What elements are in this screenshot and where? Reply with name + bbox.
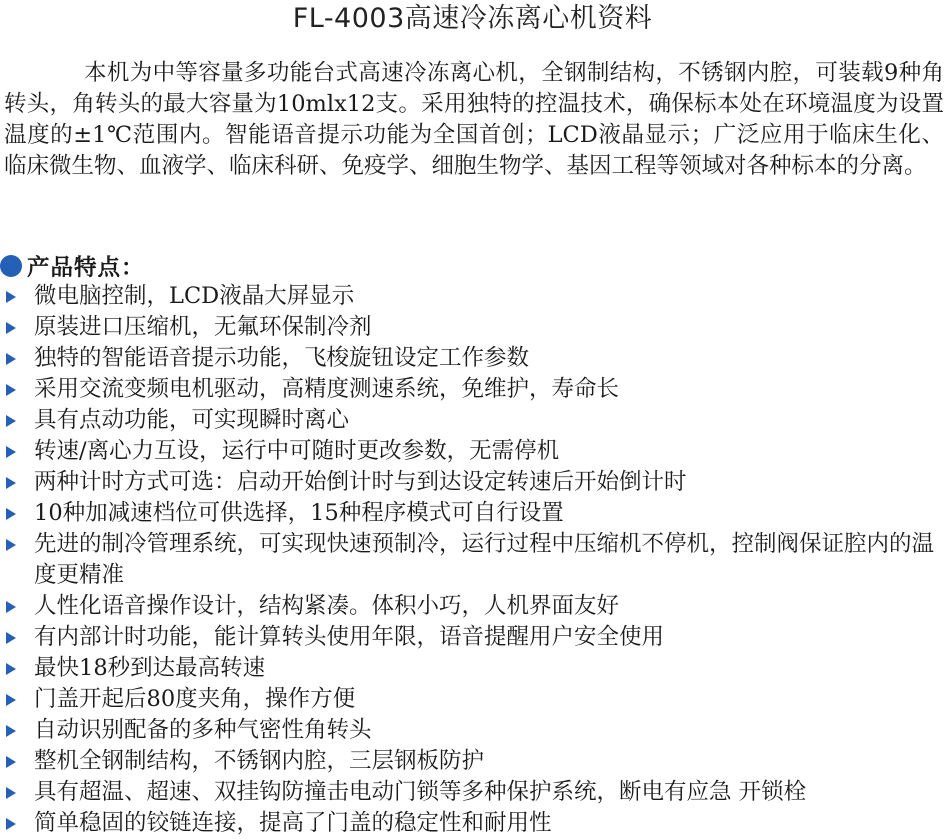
feature-text: 人性化语音操作设计，结构紧凑。体积小巧，人机界面友好 <box>34 593 620 619</box>
list-item <box>0 808 945 839</box>
blue-triangle-icon <box>6 446 16 458</box>
feature-text: 独特的智能语音提示功能，飞梭旋钮设定工作参数 <box>34 345 530 371</box>
feature-text: 具有超温、超速、双挂钩防撞击电动门锁等多种保护系统，断电有应急 开锁栓 <box>34 779 807 805</box>
feature-text: 简单稳固的铰链连接，提高了门盖的稳定性和耐用性 <box>34 810 552 836</box>
blue-triangle-icon <box>6 291 16 303</box>
list-item <box>0 467 945 498</box>
list-item <box>0 498 945 529</box>
list-item <box>0 281 945 312</box>
feature-text: 10种加减速档位可供选择，15种程序模式可自行设置 <box>34 500 564 526</box>
blue-triangle-icon <box>6 601 16 613</box>
blue-triangle-icon <box>6 787 16 799</box>
blue-triangle-icon <box>6 353 16 365</box>
list-item <box>0 777 945 808</box>
blue-triangle-icon <box>6 663 16 675</box>
features-list <box>0 281 945 839</box>
feature-text: 采用交流变频电机驱动，高精度测速系统，免维护，寿命长 <box>34 376 620 402</box>
list-item <box>0 374 945 405</box>
feature-text: 有内部计时功能，能计算转头使用年限，语音提醒用户安全使用 <box>34 624 665 650</box>
feature-text: 门盖开起后80度夹角，操作方便 <box>34 686 356 712</box>
feature-text: 整机全钢制结构，不锈钢内腔，三层钢板防护 <box>34 748 485 774</box>
feature-text: 最快18秒到达最高转速 <box>34 655 266 681</box>
blue-triangle-icon <box>6 725 16 737</box>
features-heading <box>0 250 145 281</box>
feature-text: 微电脑控制，LCD液晶大屏显示 <box>34 283 355 309</box>
list-item <box>0 622 945 653</box>
list-item <box>0 591 945 622</box>
blue-triangle-icon <box>6 818 16 830</box>
blue-circle-icon <box>0 255 22 277</box>
blue-triangle-icon <box>6 477 16 489</box>
list-item <box>0 684 945 715</box>
features-heading-label: 产品特点： <box>27 254 145 281</box>
feature-text: 具有点动功能，可实现瞬时离心 <box>34 407 350 433</box>
feature-text: 两种计时方式可选：启动开始倒计时与到达设定转速后开始倒计时 <box>34 469 687 495</box>
list-item <box>0 715 945 746</box>
list-item <box>0 529 945 591</box>
list-item <box>0 436 945 467</box>
blue-triangle-icon <box>6 694 16 706</box>
feature-text: 转速/离心力互设，运行中可随时更改参数，无需停机 <box>34 438 560 464</box>
list-item <box>0 746 945 777</box>
blue-triangle-icon <box>6 415 16 427</box>
blue-triangle-icon <box>6 384 16 396</box>
blue-triangle-icon <box>6 756 16 768</box>
list-item <box>0 405 945 436</box>
list-item <box>0 343 945 374</box>
feature-text: 先进的制冷管理系统，可实现快速预制冷，运行过程中压缩机不停机，控制阀保证腔内的温度更精准 <box>34 531 935 588</box>
page-title: FL-4003高速冷冻离心机资料 <box>292 3 653 34</box>
list-item <box>0 312 945 343</box>
blue-triangle-icon <box>6 508 16 520</box>
blue-triangle-icon <box>6 632 16 644</box>
feature-text: 原装进口压缩机，无氟环保制冷剂 <box>34 314 372 340</box>
blue-triangle-icon <box>6 322 16 334</box>
intro-paragraph: 本机为中等容量多功能台式高速冷冻离心机，全钢制结构，不锈钢内腔，可装载9种角转头，角转头的最大容量为10mlx12支。采用独特的控温技术，确保标本处在环境温度为设置温度的±1℃范围内。智能语音提示功能为全国首创；LCD液晶显示；广泛应用于临床生化、临床微生物、血液学、临床科研、免疫学、细胞生物学、基因工程等领域对各种标本的分离。 <box>4 60 944 179</box>
list-item <box>0 653 945 684</box>
feature-text: 自动识别配备的多种气密性角转头 <box>34 717 372 743</box>
blue-triangle-icon <box>6 539 16 551</box>
